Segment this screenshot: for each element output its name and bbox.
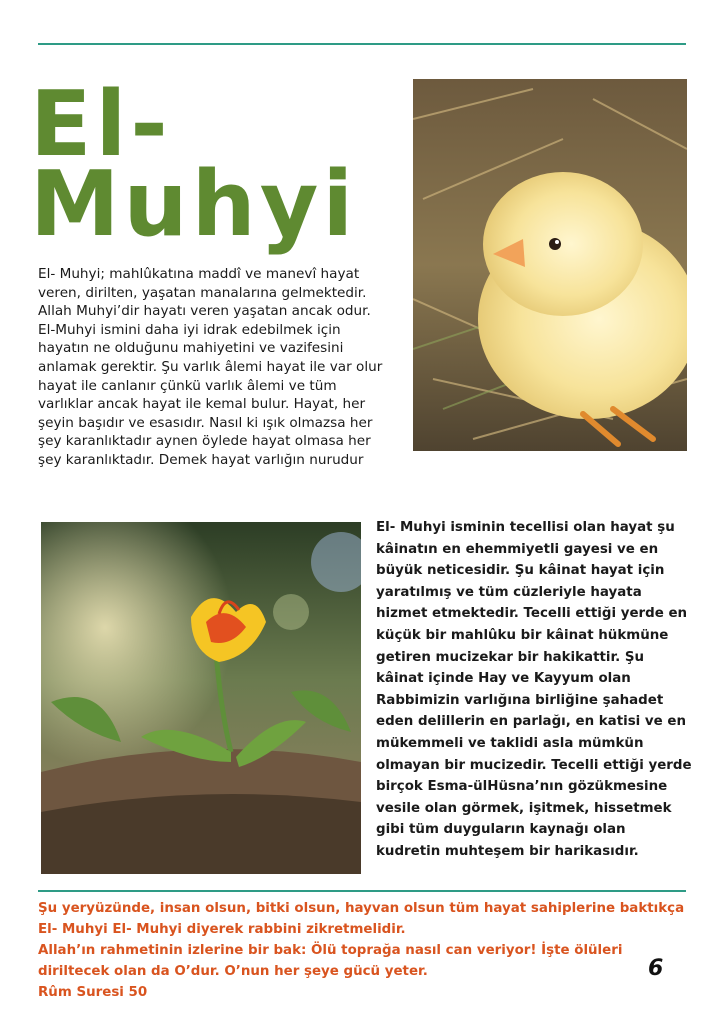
tulip-photo	[41, 522, 361, 874]
page-number: 6	[648, 956, 664, 981]
verse-block	[38, 898, 698, 1003]
verse-line-1: Şu yeryüzünde, insan olsun, bitki olsun, hayvan olsun tüm hayat sahiplerine baktıkça El- Muhyi El- Muhyi diyerek rabbini zikretmelidir.	[38, 901, 685, 937]
intro-paragraph: El- Muhyi; mahlûkatına maddî ve manevî hayat veren, dirilten, yaşatan manalarına gelmektedir. Allah Muhyi’dir hayatı veren yaşatan ancak odur. El-Muhyi ismini daha iyi idrak edebilmek için hayatın ne olduğunu mahiyetini ve vazifesini anlamak gerektir. Şu varlık âlemi hayat ile var olur hayat ile canlanır çünkü varlık âlemi ve tüm varlıklar ancak hayat ile kemal bulur. Hayat, her şeyin başıdır ve esasıdır. Nasıl ki ışık olmazsa her şey karanlıktadır aynen öylede hayat olmasa her şey karanlıktadır. Demek hayat varlığın nurudur	[38, 266, 383, 468]
verse-source: Rûm Suresi 50	[38, 985, 148, 1000]
verse-line-2: Allah’ın rahmetinin izlerine bir bak: Ölü toprağa nasıl can veriyor! İşte ölüleri diriltecek olan da O’dur. O’nun her şeye gücü yeter.	[38, 943, 623, 979]
bottom-divider	[38, 890, 686, 892]
page-title-line-1: El-	[30, 72, 172, 177]
right-paragraph: El- Muhyi isminin tecellisi olan hayat şu kâinatın en ehemmiyetli gayesi ve en büyük neticesidir. Şu kâinat hayat için yaratılmış ve tüm cüzleriyle hayata hizmet etmektedir. Tecelli ettiği yerde en küçük bir mahlûku bir kâinat hükmüne getiren mucizekar bir hakikattir. Şu kâinat içinde Hay ve Kayyum olan Rabbimizin varlığına birliğine şahadet eden delillerin en parlağı, en katisi ve en mükemmeli ve taklidi asla mümkün olmayan bir mucizedir. Tecelli ettiği yerde birçok Esma-ülHüsna’nın gözükmesine vesile olan görmek, işitmek, hissetmek gibi tüm duyguların kaynağı olan kudretin muhteşem bir harikasıdır.	[376, 520, 692, 859]
chick-photo	[413, 79, 687, 451]
top-divider	[38, 43, 686, 45]
page-title-line-2: Muhyi	[30, 152, 358, 257]
